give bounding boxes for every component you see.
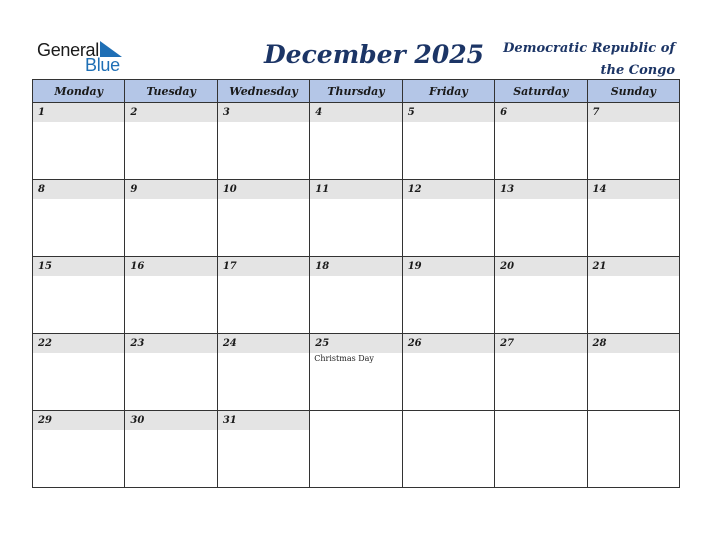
day-number-bar: [218, 411, 309, 430]
day-cell: [33, 411, 125, 488]
day-number: 21: [592, 261, 607, 272]
week-row: [33, 180, 680, 257]
day-cell: [217, 257, 309, 334]
day-number: 1: [38, 107, 45, 118]
day-number-bar: [125, 180, 216, 199]
day-number-bar: [218, 257, 309, 276]
weekday-saturday: Saturday: [495, 80, 587, 103]
week-row: [33, 411, 680, 488]
calendar-title: December 2025: [264, 40, 485, 69]
day-number: 31: [222, 415, 237, 426]
day-number-bar: [310, 257, 401, 276]
day-number: 13: [500, 184, 515, 195]
day-number: 22: [38, 338, 52, 349]
day-number-bar: [403, 180, 494, 199]
day-number: 12: [407, 184, 422, 195]
day-cell: [125, 257, 217, 334]
day-cell: [587, 334, 679, 411]
day-number-bar: [125, 411, 216, 430]
weekday-wednesday: Wednesday: [217, 80, 309, 103]
day-number-bar: [218, 334, 309, 353]
day-number: 28: [592, 338, 607, 349]
day-number-bar: [310, 334, 401, 353]
day-cell: [495, 257, 587, 334]
day-cell: [587, 257, 679, 334]
weekday-header-row: [33, 80, 680, 103]
logo-blue-text: Blue: [85, 55, 120, 75]
generalblue-logo: [37, 40, 127, 74]
day-number: 18: [315, 261, 330, 272]
weekday-monday: Monday: [33, 80, 125, 103]
country-name: [475, 38, 675, 82]
day-cell: [310, 257, 402, 334]
day-number: 27: [500, 338, 515, 349]
day-cell: [587, 103, 679, 180]
weekday-tuesday: Tuesday: [125, 80, 217, 103]
day-number-bar: [125, 257, 216, 276]
day-number-bar: [403, 257, 494, 276]
day-cell: [217, 334, 309, 411]
logo-general-text: General: [37, 40, 99, 60]
day-cell: [495, 180, 587, 257]
day-number: 5: [407, 107, 415, 118]
weekday-thursday: Thursday: [310, 80, 402, 103]
day-number-bar: [218, 103, 309, 122]
day-cell: [402, 103, 494, 180]
day-number: 20: [500, 261, 515, 272]
day-number: 9: [130, 184, 138, 195]
day-cell: [402, 180, 494, 257]
day-number-bar: [588, 257, 679, 276]
day-number: 2: [130, 107, 138, 118]
day-cell: [33, 180, 125, 257]
week-row: [33, 334, 680, 411]
day-number: 3: [222, 107, 230, 118]
day-number-bar: [33, 180, 124, 199]
day-cell: [402, 334, 494, 411]
day-number: 15: [38, 261, 52, 272]
day-number-bar: [588, 334, 679, 353]
day-cell: [402, 257, 494, 334]
day-cell: [310, 411, 402, 488]
day-number: 8: [38, 184, 45, 195]
day-cell: [587, 180, 679, 257]
week-row: [33, 103, 680, 180]
day-cell: [310, 180, 402, 257]
holiday-label: Christmas Day: [314, 354, 374, 363]
day-number-bar: [125, 103, 216, 122]
day-cell: [217, 180, 309, 257]
day-number: 30: [130, 415, 145, 426]
day-number: 19: [407, 261, 422, 272]
day-number-bar: [588, 180, 679, 199]
calendar-grid: [32, 79, 680, 488]
day-number-bar: [403, 103, 494, 122]
day-number-bar: [495, 334, 586, 353]
weekday-friday: Friday: [402, 80, 494, 103]
day-number-bar: [33, 103, 124, 122]
day-number: 11: [315, 184, 330, 195]
day-cell: [495, 411, 587, 488]
day-number-bar: [495, 257, 586, 276]
day-number: 17: [222, 261, 237, 272]
day-number-bar: [310, 103, 401, 122]
calendar-body: [33, 103, 680, 488]
week-row: [33, 257, 680, 334]
day-cell: [310, 334, 402, 411]
day-cell: [217, 103, 309, 180]
day-cell: [33, 257, 125, 334]
day-number-bar: [310, 180, 401, 199]
day-cell: [495, 103, 587, 180]
day-number-bar: [33, 257, 124, 276]
day-cell: [125, 411, 217, 488]
day-number: 24: [222, 338, 237, 349]
day-cell: [125, 180, 217, 257]
day-number-bar: [33, 411, 124, 430]
day-number-bar: [403, 334, 494, 353]
day-number: 16: [130, 261, 145, 272]
day-number: 4: [315, 107, 323, 118]
day-cell: [33, 334, 125, 411]
day-cell: [217, 411, 309, 488]
day-cell: [495, 334, 587, 411]
day-cell: [33, 103, 125, 180]
day-number-bar: [33, 334, 124, 353]
day-number-bar: [588, 103, 679, 122]
day-cell: [125, 103, 217, 180]
day-number: 26: [407, 338, 422, 349]
day-number: 7: [592, 107, 600, 118]
day-number-bar: [495, 103, 586, 122]
day-number: 25: [315, 338, 330, 349]
day-cell: [587, 411, 679, 488]
country-line-1: Democratic Republic of: [503, 41, 675, 56]
day-number-bar: [218, 180, 309, 199]
day-number-bar: [495, 180, 586, 199]
day-cell: [310, 103, 402, 180]
day-cell: [125, 334, 217, 411]
day-number: 29: [38, 415, 52, 426]
day-number: 23: [130, 338, 145, 349]
weekday-sunday: Sunday: [587, 80, 679, 103]
country-line-2: the Congo: [600, 63, 675, 78]
day-number: 10: [222, 184, 237, 195]
day-number: 14: [592, 184, 607, 195]
day-number-bar: [125, 334, 216, 353]
day-number: 6: [500, 107, 508, 118]
day-cell: [402, 411, 494, 488]
